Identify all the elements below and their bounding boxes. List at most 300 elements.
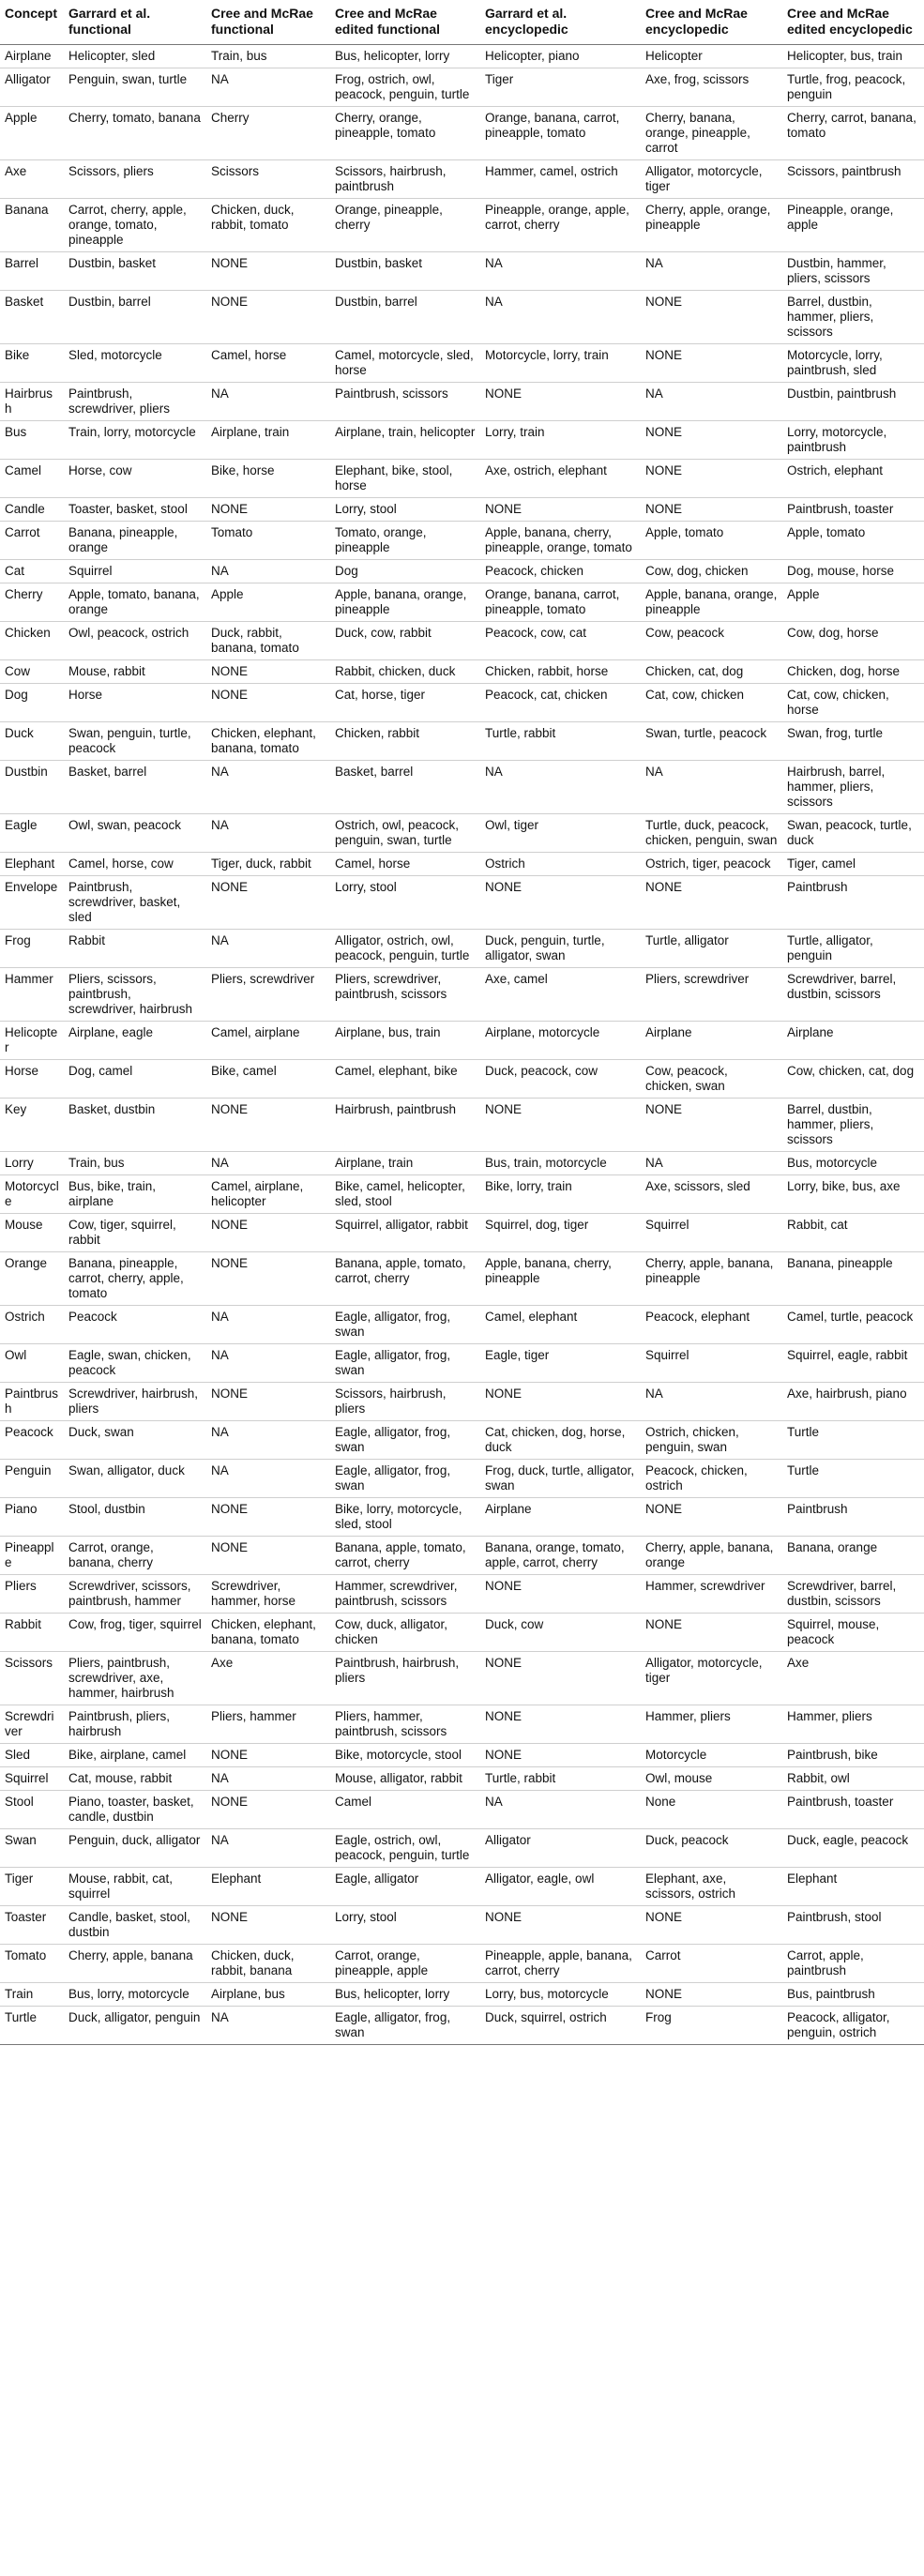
- cree-mcrae-edited-functional-cell: Scissors, hairbrush, pliers: [330, 1383, 480, 1421]
- cree-mcrae-encyclopedic-cell: Hammer, screwdriver: [641, 1575, 782, 1614]
- table-row: [0, 291, 924, 344]
- cree-mcrae-edited-encyclopedic-cell: Apple, tomato: [782, 522, 924, 560]
- garrard-encyclopedic-cell: Peacock, cat, chicken: [480, 684, 641, 722]
- concept-cell: Motorcycle: [0, 1175, 64, 1214]
- garrard-functional-cell: Screwdriver, scissors, paintbrush, hammer: [64, 1575, 206, 1614]
- cree-mcrae-edited-functional-cell: Eagle, alligator, frog, swan: [330, 1421, 480, 1460]
- concept-cell: Ostrich: [0, 1306, 64, 1344]
- table-row: [0, 344, 924, 383]
- table-row: [0, 1252, 924, 1306]
- cree-mcrae-edited-encyclopedic-cell: Axe: [782, 1652, 924, 1705]
- cree-mcrae-edited-encyclopedic-cell: Screwdriver, barrel, dustbin, scissors: [782, 1575, 924, 1614]
- cree-mcrae-encyclopedic-cell: Turtle, duck, peacock, chicken, penguin, swan: [641, 814, 782, 853]
- cree-mcrae-edited-encyclopedic-cell: Hairbrush, barrel, hammer, pliers, scissors: [782, 761, 924, 814]
- garrard-encyclopedic-cell: Cat, chicken, dog, horse, duck: [480, 1421, 641, 1460]
- cree-mcrae-edited-functional-cell: Airplane, train, helicopter: [330, 421, 480, 460]
- cree-mcrae-edited-encyclopedic-cell: Cow, dog, horse: [782, 622, 924, 660]
- cree-mcrae-functional-cell: Chicken, elephant, banana, tomato: [206, 1614, 330, 1652]
- cree-mcrae-encyclopedic-cell: Pliers, screwdriver: [641, 968, 782, 1022]
- concept-cell: Cow: [0, 660, 64, 684]
- garrard-encyclopedic-cell: NONE: [480, 1705, 641, 1744]
- cree-mcrae-functional-cell: NONE: [206, 660, 330, 684]
- cree-mcrae-edited-functional-cell: Lorry, stool: [330, 498, 480, 522]
- cree-mcrae-edited-functional-cell: Cow, duck, alligator, chicken: [330, 1614, 480, 1652]
- concept-cell: Camel: [0, 460, 64, 498]
- garrard-encyclopedic-cell: Alligator, eagle, owl: [480, 1868, 641, 1906]
- concept-cell: Carrot: [0, 522, 64, 560]
- cree-mcrae-edited-functional-cell: Paintbrush, hairbrush, pliers: [330, 1652, 480, 1705]
- concept-cell: Piano: [0, 1498, 64, 1537]
- cree-mcrae-edited-functional-cell: Tomato, orange, pineapple: [330, 522, 480, 560]
- garrard-functional-cell: Cherry, apple, banana: [64, 1945, 206, 1983]
- table-row: [0, 460, 924, 498]
- garrard-functional-cell: Piano, toaster, basket, candle, dustbin: [64, 1791, 206, 1829]
- header-garrard-encyclopedic: Garrard et al. encyclopedic: [480, 0, 641, 45]
- cree-mcrae-functional-cell: Duck, rabbit, banana, tomato: [206, 622, 330, 660]
- garrard-encyclopedic-cell: Duck, peacock, cow: [480, 1060, 641, 1099]
- concept-cell: Pliers: [0, 1575, 64, 1614]
- cree-mcrae-encyclopedic-cell: Apple, tomato: [641, 522, 782, 560]
- garrard-encyclopedic-cell: Peacock, chicken: [480, 560, 641, 583]
- garrard-functional-cell: Cat, mouse, rabbit: [64, 1767, 206, 1791]
- garrard-encyclopedic-cell: Owl, tiger: [480, 814, 641, 853]
- cree-mcrae-functional-cell: NONE: [206, 684, 330, 722]
- cree-mcrae-functional-cell: Pliers, screwdriver: [206, 968, 330, 1022]
- concept-cell: Alligator: [0, 68, 64, 107]
- table-row: [0, 1175, 924, 1214]
- cree-mcrae-encyclopedic-cell: Axe, scissors, sled: [641, 1175, 782, 1214]
- garrard-encyclopedic-cell: Turtle, rabbit: [480, 1767, 641, 1791]
- table-row: [0, 1099, 924, 1152]
- garrard-functional-cell: Swan, penguin, turtle, peacock: [64, 722, 206, 761]
- cree-mcrae-edited-functional-cell: Hammer, screwdriver, paintbrush, scissors: [330, 1575, 480, 1614]
- cree-mcrae-edited-encyclopedic-cell: Rabbit, cat: [782, 1214, 924, 1252]
- concept-cell: Stool: [0, 1791, 64, 1829]
- table-row: [0, 684, 924, 722]
- cree-mcrae-encyclopedic-cell: Apple, banana, orange, pineapple: [641, 583, 782, 622]
- concept-cell: Dog: [0, 684, 64, 722]
- garrard-encyclopedic-cell: NONE: [480, 1744, 641, 1767]
- cree-mcrae-functional-cell: Chicken, elephant, banana, tomato: [206, 722, 330, 761]
- cree-mcrae-functional-cell: NA: [206, 1767, 330, 1791]
- cree-mcrae-functional-cell: NONE: [206, 1906, 330, 1945]
- concept-cell: Toaster: [0, 1906, 64, 1945]
- garrard-encyclopedic-cell: Apple, banana, cherry, pineapple, orange, tomato: [480, 522, 641, 560]
- garrard-functional-cell: Helicopter, sled: [64, 45, 206, 68]
- cree-mcrae-functional-cell: NA: [206, 1306, 330, 1344]
- cree-mcrae-edited-encyclopedic-cell: Motorcycle, lorry, paintbrush, sled: [782, 344, 924, 383]
- garrard-encyclopedic-cell: Peacock, cow, cat: [480, 622, 641, 660]
- cree-mcrae-encyclopedic-cell: NONE: [641, 498, 782, 522]
- cree-mcrae-encyclopedic-cell: NONE: [641, 344, 782, 383]
- cree-mcrae-edited-encyclopedic-cell: Peacock, alligator, penguin, ostrich: [782, 2007, 924, 2045]
- cree-mcrae-edited-encyclopedic-cell: Dustbin, hammer, pliers, scissors: [782, 252, 924, 291]
- cree-mcrae-encyclopedic-cell: Cat, cow, chicken: [641, 684, 782, 722]
- cree-mcrae-edited-encyclopedic-cell: Paintbrush: [782, 876, 924, 930]
- concept-cell: Candle: [0, 498, 64, 522]
- garrard-encyclopedic-cell: NONE: [480, 1906, 641, 1945]
- table-row: [0, 1983, 924, 2007]
- garrard-functional-cell: Banana, pineapple, carrot, cherry, apple, tomato: [64, 1252, 206, 1306]
- cree-mcrae-encyclopedic-cell: Turtle, alligator: [641, 930, 782, 968]
- concept-cell: Elephant: [0, 853, 64, 876]
- cree-mcrae-edited-encyclopedic-cell: Carrot, apple, paintbrush: [782, 1945, 924, 1983]
- cree-mcrae-encyclopedic-cell: Motorcycle: [641, 1744, 782, 1767]
- cree-mcrae-edited-functional-cell: Pliers, screwdriver, paintbrush, scissors: [330, 968, 480, 1022]
- table-row: [0, 876, 924, 930]
- cree-mcrae-edited-functional-cell: Ostrich, owl, peacock, penguin, swan, turtle: [330, 814, 480, 853]
- garrard-functional-cell: Candle, basket, stool, dustbin: [64, 1906, 206, 1945]
- cree-mcrae-edited-encyclopedic-cell: Paintbrush: [782, 1498, 924, 1537]
- garrard-functional-cell: Swan, alligator, duck: [64, 1460, 206, 1498]
- cree-mcrae-edited-functional-cell: Basket, barrel: [330, 761, 480, 814]
- garrard-functional-cell: Duck, alligator, penguin: [64, 2007, 206, 2045]
- garrard-functional-cell: Basket, dustbin: [64, 1099, 206, 1152]
- cree-mcrae-functional-cell: Airplane, bus: [206, 1983, 330, 2007]
- cree-mcrae-edited-encyclopedic-cell: Turtle, alligator, penguin: [782, 930, 924, 968]
- concept-cell: Pineapple: [0, 1537, 64, 1575]
- concept-cell: Tomato: [0, 1945, 64, 1983]
- cree-mcrae-edited-functional-cell: Eagle, alligator: [330, 1868, 480, 1906]
- table-row: [0, 1214, 924, 1252]
- cree-mcrae-encyclopedic-cell: Cow, peacock, chicken, swan: [641, 1060, 782, 1099]
- cree-mcrae-functional-cell: NA: [206, 560, 330, 583]
- cree-mcrae-encyclopedic-cell: Peacock, elephant: [641, 1306, 782, 1344]
- cree-mcrae-edited-functional-cell: Frog, ostrich, owl, peacock, penguin, turtle: [330, 68, 480, 107]
- garrard-encyclopedic-cell: Airplane, motorcycle: [480, 1022, 641, 1060]
- cree-mcrae-functional-cell: NONE: [206, 291, 330, 344]
- garrard-functional-cell: Stool, dustbin: [64, 1498, 206, 1537]
- cree-mcrae-edited-encyclopedic-cell: Ostrich, elephant: [782, 460, 924, 498]
- garrard-encyclopedic-cell: NONE: [480, 1099, 641, 1152]
- cree-mcrae-functional-cell: Train, bus: [206, 45, 330, 68]
- cree-mcrae-functional-cell: Cherry: [206, 107, 330, 160]
- cree-mcrae-encyclopedic-cell: Squirrel: [641, 1344, 782, 1383]
- cree-mcrae-functional-cell: NONE: [206, 1791, 330, 1829]
- cree-mcrae-encyclopedic-cell: Hammer, pliers: [641, 1705, 782, 1744]
- cree-mcrae-edited-functional-cell: Alligator, ostrich, owl, peacock, penguin, turtle: [330, 930, 480, 968]
- concept-cell: Train: [0, 1983, 64, 2007]
- garrard-encyclopedic-cell: Lorry, bus, motorcycle: [480, 1983, 641, 2007]
- table-row: [0, 498, 924, 522]
- concept-cell: Apple: [0, 107, 64, 160]
- cree-mcrae-encyclopedic-cell: NONE: [641, 1906, 782, 1945]
- cree-mcrae-functional-cell: Screwdriver, hammer, horse: [206, 1575, 330, 1614]
- cree-mcrae-encyclopedic-cell: Alligator, motorcycle, tiger: [641, 1652, 782, 1705]
- cree-mcrae-edited-encyclopedic-cell: Turtle: [782, 1460, 924, 1498]
- cree-mcrae-edited-encyclopedic-cell: Paintbrush, toaster: [782, 1791, 924, 1829]
- garrard-functional-cell: Bus, lorry, motorcycle: [64, 1983, 206, 2007]
- garrard-encyclopedic-cell: Camel, elephant: [480, 1306, 641, 1344]
- cree-mcrae-functional-cell: Chicken, duck, rabbit, tomato: [206, 199, 330, 252]
- garrard-functional-cell: Carrot, orange, banana, cherry: [64, 1537, 206, 1575]
- cree-mcrae-edited-encyclopedic-cell: Banana, orange: [782, 1537, 924, 1575]
- cree-mcrae-encyclopedic-cell: Ostrich, chicken, penguin, swan: [641, 1421, 782, 1460]
- cree-mcrae-edited-encyclopedic-cell: Cow, chicken, cat, dog: [782, 1060, 924, 1099]
- concept-cell: Peacock: [0, 1421, 64, 1460]
- garrard-encyclopedic-cell: Pineapple, orange, apple, carrot, cherry: [480, 199, 641, 252]
- cree-mcrae-edited-functional-cell: Bus, helicopter, lorry: [330, 45, 480, 68]
- concept-cell: Squirrel: [0, 1767, 64, 1791]
- garrard-encyclopedic-cell: Axe, camel: [480, 968, 641, 1022]
- concept-cell: Paintbrush: [0, 1383, 64, 1421]
- garrard-functional-cell: Owl, swan, peacock: [64, 814, 206, 853]
- cree-mcrae-encyclopedic-cell: NONE: [641, 1614, 782, 1652]
- cree-mcrae-functional-cell: NONE: [206, 876, 330, 930]
- garrard-functional-cell: Banana, pineapple, orange: [64, 522, 206, 560]
- garrard-encyclopedic-cell: Orange, banana, carrot, pineapple, tomato: [480, 583, 641, 622]
- garrard-encyclopedic-cell: Pineapple, apple, banana, carrot, cherry: [480, 1945, 641, 1983]
- cree-mcrae-edited-functional-cell: Carrot, orange, pineapple, apple: [330, 1945, 480, 1983]
- table-row: [0, 421, 924, 460]
- concept-cell: Orange: [0, 1252, 64, 1306]
- garrard-encyclopedic-cell: Bus, train, motorcycle: [480, 1152, 641, 1175]
- concept-cell: Banana: [0, 199, 64, 252]
- garrard-encyclopedic-cell: Airplane: [480, 1498, 641, 1537]
- garrard-functional-cell: Rabbit: [64, 930, 206, 968]
- cree-mcrae-functional-cell: Axe: [206, 1652, 330, 1705]
- cree-mcrae-edited-functional-cell: Eagle, alligator, frog, swan: [330, 1306, 480, 1344]
- garrard-encyclopedic-cell: NA: [480, 291, 641, 344]
- header-row: [0, 0, 924, 45]
- garrard-functional-cell: Carrot, cherry, apple, orange, tomato, pineapple: [64, 199, 206, 252]
- cree-mcrae-encyclopedic-cell: NONE: [641, 291, 782, 344]
- cree-mcrae-edited-encyclopedic-cell: Squirrel, eagle, rabbit: [782, 1344, 924, 1383]
- table-row: [0, 1767, 924, 1791]
- concept-cell: Turtle: [0, 2007, 64, 2045]
- table-row: [0, 2007, 924, 2045]
- cree-mcrae-functional-cell: NA: [206, 383, 330, 421]
- cree-mcrae-encyclopedic-cell: Cherry, apple, banana, orange: [641, 1537, 782, 1575]
- table-row: [0, 45, 924, 68]
- cree-mcrae-functional-cell: Tomato: [206, 522, 330, 560]
- cree-mcrae-functional-cell: Tiger, duck, rabbit: [206, 853, 330, 876]
- cree-mcrae-functional-cell: NA: [206, 2007, 330, 2045]
- concept-cell: Bike: [0, 344, 64, 383]
- garrard-functional-cell: Dog, camel: [64, 1060, 206, 1099]
- garrard-encyclopedic-cell: Ostrich: [480, 853, 641, 876]
- concept-cell: Scissors: [0, 1652, 64, 1705]
- garrard-functional-cell: Paintbrush, pliers, hairbrush: [64, 1705, 206, 1744]
- garrard-functional-cell: Train, bus: [64, 1152, 206, 1175]
- garrard-functional-cell: Basket, barrel: [64, 761, 206, 814]
- cree-mcrae-edited-encyclopedic-cell: Duck, eagle, peacock: [782, 1829, 924, 1868]
- garrard-encyclopedic-cell: NA: [480, 1791, 641, 1829]
- cree-mcrae-edited-functional-cell: Cat, horse, tiger: [330, 684, 480, 722]
- header-garrard-functional: Garrard et al. functional: [64, 0, 206, 45]
- garrard-encyclopedic-cell: Duck, cow: [480, 1614, 641, 1652]
- cree-mcrae-encyclopedic-cell: Elephant, axe, scissors, ostrich: [641, 1868, 782, 1906]
- cree-mcrae-edited-functional-cell: Apple, banana, orange, pineapple: [330, 583, 480, 622]
- concept-cell: Lorry: [0, 1152, 64, 1175]
- cree-mcrae-encyclopedic-cell: None: [641, 1791, 782, 1829]
- garrard-encyclopedic-cell: NONE: [480, 383, 641, 421]
- cree-mcrae-edited-functional-cell: Scissors, hairbrush, paintbrush: [330, 160, 480, 199]
- garrard-functional-cell: Bus, bike, train, airplane: [64, 1175, 206, 1214]
- cree-mcrae-edited-encyclopedic-cell: Apple: [782, 583, 924, 622]
- garrard-functional-cell: Horse, cow: [64, 460, 206, 498]
- cree-mcrae-edited-functional-cell: Duck, cow, rabbit: [330, 622, 480, 660]
- cree-mcrae-functional-cell: Scissors: [206, 160, 330, 199]
- cree-mcrae-edited-functional-cell: Dustbin, barrel: [330, 291, 480, 344]
- garrard-functional-cell: Owl, peacock, ostrich: [64, 622, 206, 660]
- garrard-encyclopedic-cell: NONE: [480, 498, 641, 522]
- cree-mcrae-functional-cell: Camel, airplane, helicopter: [206, 1175, 330, 1214]
- concept-cell: Bus: [0, 421, 64, 460]
- garrard-functional-cell: Eagle, swan, chicken, peacock: [64, 1344, 206, 1383]
- garrard-functional-cell: Dustbin, barrel: [64, 291, 206, 344]
- garrard-functional-cell: Horse: [64, 684, 206, 722]
- table-row: [0, 1868, 924, 1906]
- garrard-encyclopedic-cell: Helicopter, piano: [480, 45, 641, 68]
- concept-cell: Eagle: [0, 814, 64, 853]
- table-row: [0, 160, 924, 199]
- cree-mcrae-encyclopedic-cell: Alligator, motorcycle, tiger: [641, 160, 782, 199]
- table-row: [0, 1060, 924, 1099]
- header-concept: Concept: [0, 0, 64, 45]
- cree-mcrae-edited-encyclopedic-cell: Turtle: [782, 1421, 924, 1460]
- cree-mcrae-functional-cell: Apple: [206, 583, 330, 622]
- concept-cell: Owl: [0, 1344, 64, 1383]
- table-row: [0, 930, 924, 968]
- concept-cell: Chicken: [0, 622, 64, 660]
- table-row: [0, 722, 924, 761]
- cree-mcrae-edited-encyclopedic-cell: Axe, hairbrush, piano: [782, 1383, 924, 1421]
- table-row: [0, 1945, 924, 1983]
- concept-cell: Airplane: [0, 45, 64, 68]
- garrard-functional-cell: Cherry, tomato, banana: [64, 107, 206, 160]
- cree-mcrae-encyclopedic-cell: Axe, frog, scissors: [641, 68, 782, 107]
- concept-cell: Cat: [0, 560, 64, 583]
- table-row: [0, 1652, 924, 1705]
- garrard-encyclopedic-cell: Duck, penguin, turtle, alligator, swan: [480, 930, 641, 968]
- garrard-functional-cell: Squirrel: [64, 560, 206, 583]
- table-row: [0, 814, 924, 853]
- cree-mcrae-edited-encyclopedic-cell: Cherry, carrot, banana, tomato: [782, 107, 924, 160]
- concept-cell: Helicopter: [0, 1022, 64, 1060]
- cree-mcrae-edited-functional-cell: Lorry, stool: [330, 1906, 480, 1945]
- garrard-encyclopedic-cell: NONE: [480, 1652, 641, 1705]
- cree-mcrae-edited-encyclopedic-cell: Dustbin, paintbrush: [782, 383, 924, 421]
- table-row: [0, 1152, 924, 1175]
- table-row: [0, 1575, 924, 1614]
- cree-mcrae-edited-encyclopedic-cell: Lorry, motorcycle, paintbrush: [782, 421, 924, 460]
- cree-mcrae-edited-encyclopedic-cell: Bus, motorcycle: [782, 1152, 924, 1175]
- cree-mcrae-functional-cell: NA: [206, 761, 330, 814]
- table-row: [0, 1906, 924, 1945]
- concept-cell: Rabbit: [0, 1614, 64, 1652]
- concept-cell: Cherry: [0, 583, 64, 622]
- garrard-functional-cell: Paintbrush, screwdriver, pliers: [64, 383, 206, 421]
- header-cree-mcrae-functional: Cree and McRae functional: [206, 0, 330, 45]
- cree-mcrae-edited-encyclopedic-cell: Turtle, frog, peacock, penguin: [782, 68, 924, 107]
- garrard-functional-cell: Paintbrush, screwdriver, basket, sled: [64, 876, 206, 930]
- cree-mcrae-edited-functional-cell: Cherry, orange, pineapple, tomato: [330, 107, 480, 160]
- concept-cell: Barrel: [0, 252, 64, 291]
- garrard-encyclopedic-cell: Frog, duck, turtle, alligator, swan: [480, 1460, 641, 1498]
- cree-mcrae-edited-encyclopedic-cell: Paintbrush, stool: [782, 1906, 924, 1945]
- cree-mcrae-edited-encyclopedic-cell: Screwdriver, barrel, dustbin, scissors: [782, 968, 924, 1022]
- cree-mcrae-edited-functional-cell: Dog: [330, 560, 480, 583]
- garrard-encyclopedic-cell: NA: [480, 252, 641, 291]
- table-row: [0, 1791, 924, 1829]
- garrard-functional-cell: Cow, tiger, squirrel, rabbit: [64, 1214, 206, 1252]
- cree-mcrae-edited-functional-cell: Airplane, train: [330, 1152, 480, 1175]
- cree-mcrae-encyclopedic-cell: NONE: [641, 1498, 782, 1537]
- garrard-functional-cell: Camel, horse, cow: [64, 853, 206, 876]
- concept-cell: Dustbin: [0, 761, 64, 814]
- cree-mcrae-functional-cell: NA: [206, 68, 330, 107]
- cree-mcrae-edited-encyclopedic-cell: Paintbrush, toaster: [782, 498, 924, 522]
- table-row: [0, 1537, 924, 1575]
- garrard-encyclopedic-cell: Hammer, camel, ostrich: [480, 160, 641, 199]
- table-row: [0, 199, 924, 252]
- cree-mcrae-encyclopedic-cell: Cherry, banana, orange, pineapple, carrot: [641, 107, 782, 160]
- cree-mcrae-encyclopedic-cell: Owl, mouse: [641, 1767, 782, 1791]
- concept-cell: Hairbrush: [0, 383, 64, 421]
- cree-mcrae-edited-encyclopedic-cell: Hammer, pliers: [782, 1705, 924, 1744]
- table-row: [0, 1705, 924, 1744]
- concept-cell: Mouse: [0, 1214, 64, 1252]
- concept-cell: Envelope: [0, 876, 64, 930]
- garrard-encyclopedic-cell: Bike, lorry, train: [480, 1175, 641, 1214]
- table-row: [0, 560, 924, 583]
- cree-mcrae-encyclopedic-cell: Cow, peacock: [641, 622, 782, 660]
- cree-mcrae-edited-encyclopedic-cell: Banana, pineapple: [782, 1252, 924, 1306]
- header-cree-mcrae-edited-encyclopedic: Cree and McRae edited encyclopedic: [782, 0, 924, 45]
- concept-cell: Screwdriver: [0, 1705, 64, 1744]
- garrard-encyclopedic-cell: Duck, squirrel, ostrich: [480, 2007, 641, 2045]
- cree-mcrae-functional-cell: NONE: [206, 1099, 330, 1152]
- garrard-encyclopedic-cell: Turtle, rabbit: [480, 722, 641, 761]
- cree-mcrae-functional-cell: NA: [206, 1460, 330, 1498]
- cree-mcrae-edited-functional-cell: Dustbin, basket: [330, 252, 480, 291]
- cree-mcrae-encyclopedic-cell: Cherry, apple, banana, pineapple: [641, 1252, 782, 1306]
- cree-mcrae-edited-functional-cell: Squirrel, alligator, rabbit: [330, 1214, 480, 1252]
- garrard-encyclopedic-cell: NONE: [480, 1383, 641, 1421]
- cree-mcrae-functional-cell: Bike, horse: [206, 460, 330, 498]
- cree-mcrae-edited-encyclopedic-cell: Rabbit, owl: [782, 1767, 924, 1791]
- garrard-functional-cell: Penguin, swan, turtle: [64, 68, 206, 107]
- cree-mcrae-edited-encyclopedic-cell: Scissors, paintbrush: [782, 160, 924, 199]
- cree-mcrae-edited-encyclopedic-cell: Dog, mouse, horse: [782, 560, 924, 583]
- cree-mcrae-edited-functional-cell: Pliers, hammer, paintbrush, scissors: [330, 1705, 480, 1744]
- header-cree-mcrae-encyclopedic: Cree and McRae encyclopedic: [641, 0, 782, 45]
- garrard-functional-cell: Toaster, basket, stool: [64, 498, 206, 522]
- table-row: [0, 68, 924, 107]
- cree-mcrae-edited-functional-cell: Eagle, alligator, frog, swan: [330, 1460, 480, 1498]
- cree-mcrae-edited-functional-cell: Eagle, ostrich, owl, peacock, penguin, turtle: [330, 1829, 480, 1868]
- cree-mcrae-encyclopedic-cell: Ostrich, tiger, peacock: [641, 853, 782, 876]
- table-row: [0, 660, 924, 684]
- cree-mcrae-edited-functional-cell: Eagle, alligator, frog, swan: [330, 1344, 480, 1383]
- cree-mcrae-edited-encyclopedic-cell: Cat, cow, chicken, horse: [782, 684, 924, 722]
- table-row: [0, 1022, 924, 1060]
- garrard-functional-cell: Screwdriver, hairbrush, pliers: [64, 1383, 206, 1421]
- cree-mcrae-encyclopedic-cell: NONE: [641, 1983, 782, 2007]
- cree-mcrae-edited-encyclopedic-cell: Pineapple, orange, apple: [782, 199, 924, 252]
- cree-mcrae-edited-functional-cell: Banana, apple, tomato, carrot, cherry: [330, 1252, 480, 1306]
- cree-mcrae-edited-functional-cell: Bike, camel, helicopter, sled, stool: [330, 1175, 480, 1214]
- cree-mcrae-encyclopedic-cell: NA: [641, 383, 782, 421]
- cree-mcrae-edited-encyclopedic-cell: Airplane: [782, 1022, 924, 1060]
- cree-mcrae-functional-cell: Airplane, train: [206, 421, 330, 460]
- garrard-functional-cell: Pliers, paintbrush, screwdriver, axe, hammer, hairbrush: [64, 1652, 206, 1705]
- cree-mcrae-edited-encyclopedic-cell: Swan, peacock, turtle, duck: [782, 814, 924, 853]
- garrard-encyclopedic-cell: Chicken, rabbit, horse: [480, 660, 641, 684]
- table-row: [0, 1829, 924, 1868]
- garrard-encyclopedic-cell: NONE: [480, 1575, 641, 1614]
